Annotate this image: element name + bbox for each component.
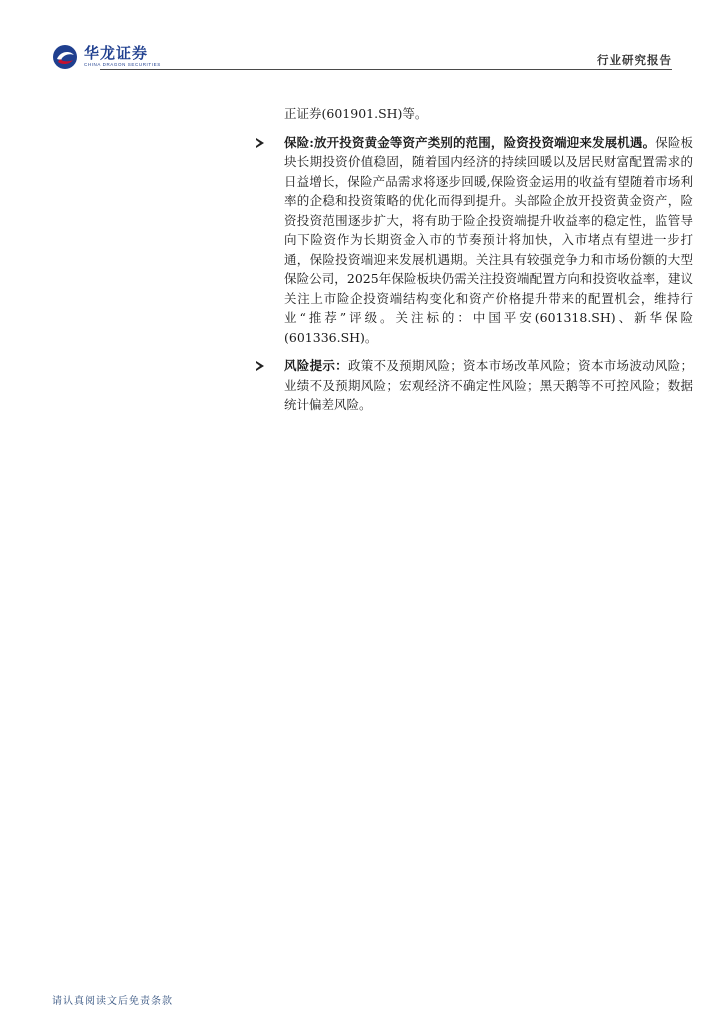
footer-disclaimer: 请认真阅读文后免责条款 [52,996,173,1007]
report-type-label: 行业研究报告 [597,53,672,67]
logo-english-name: CHINA DRAGON SECURITIES [84,62,161,68]
bullet-lead: 风险提示： [284,358,348,373]
bullet-text: 政策不及预期风险；资本市场改革风险；资本市场波动风险；业绩不及预期风险；宏观经济不确定性风险；黑天鹅等不可控风险；数据统计偏差风险。 [284,358,693,412]
dragon-logo-icon [52,44,78,70]
bullet-risk [255,356,693,415]
company-logo [52,42,161,72]
report-body [255,104,693,415]
page-header [52,42,672,72]
header-divider [100,69,672,70]
bullet-insurance [255,133,693,348]
arrow-bullet-icon [256,138,264,148]
arrow-bullet-icon [256,361,264,371]
bullet-text: 保险板块长期投资价值稳固，随着国内经济的持续回暖以及居民财富配置需求的日益增长，保险产品需求将逐步回暖,保险资金运用的收益有望随着市场利率的企稳和投资策略的优化而得到提升。头部险企放开投资黄金资产，险资投资范围逐步扩大，将有助于险企投资端提升收益率的稳定性，监管导向下险资作为长期资金入市的节奏预计将加快，入市堵点有望进一步打通，保险投资端迎来发展机遇期。关注具有较强竞争力和市场份额的大型保险公司，2025年保险板块仍需关注投资端配置方向和投资收益率，建议关注上市险企投资端结构变化和资产价格提升带来的配置机会，维持行业“推荐”评级。关注标的：中国平安(601318.SH)、新华保险(601336.SH)。 [284,134,693,345]
bullet-lead: 保险:放开投资黄金等资产类别的范围，险资投资端迎来发展机遇。 [284,134,656,150]
continuation-text: 正证券(601901.SH)等。 [284,106,428,121]
logo-chinese-name: 华龙证券 [84,44,149,63]
